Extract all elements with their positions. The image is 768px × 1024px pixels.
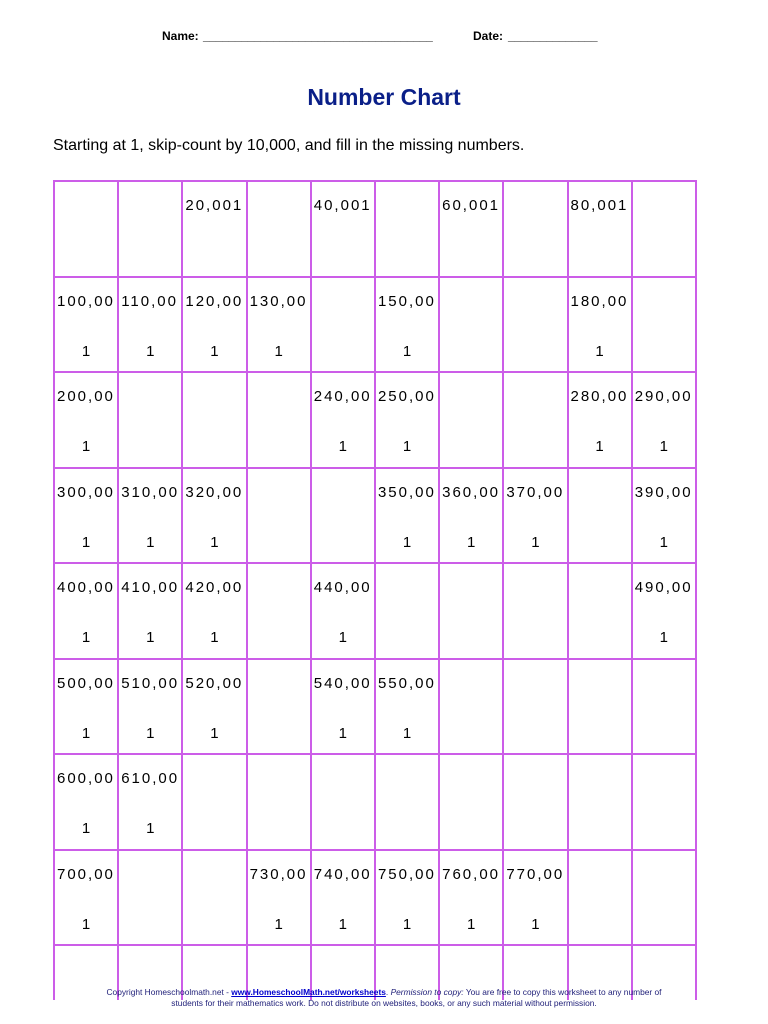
cell-number-line2: 1 (338, 724, 348, 742)
grid-cell (439, 850, 503, 946)
date-label: Date: (473, 29, 504, 43)
grid-cell (632, 659, 696, 755)
cell-number-line2: 1 (659, 438, 668, 455)
grid-cell (375, 563, 439, 659)
grid-cell (118, 372, 182, 468)
grid-cell (632, 468, 696, 564)
cell-number-line2: 1 (81, 915, 91, 933)
cell-number-line1: 500,00 (57, 674, 115, 692)
grid-cell (311, 468, 375, 564)
cell-number-line1: 100,00 (57, 292, 115, 310)
grid-cell (375, 754, 439, 850)
grid-cell (503, 754, 567, 850)
cell-number-line1: 80,001 (570, 197, 629, 214)
cell-number-line2: 1 (338, 438, 348, 455)
name-blank-line: ____________________________________ (203, 29, 433, 43)
grid-cell (247, 468, 311, 564)
cell-number-line1: 410,00 (121, 579, 180, 596)
cell-number-line2: 1 (146, 629, 155, 646)
grid-cell (503, 468, 567, 564)
grid-cell (182, 372, 246, 468)
footer-link[interactable]: www.HomeschoolMath.net/worksheets (231, 987, 386, 997)
footer-permission-label: Permission to copy: (390, 987, 464, 997)
grid-cell (375, 468, 439, 564)
grid-cell (182, 563, 246, 659)
cell-number-line2: 1 (338, 915, 348, 933)
cell-number-line2: 1 (595, 342, 604, 360)
page-title: Number Chart (307, 84, 461, 110)
grid-row (54, 181, 696, 277)
date-blank-line: ______________ (508, 29, 598, 43)
grid-cell (568, 468, 632, 564)
cell-number-line1: 300,00 (57, 483, 115, 501)
cell-number-line2: 1 (467, 533, 476, 551)
grid-row (54, 754, 696, 850)
grid-cell (568, 181, 632, 277)
cell-number-line1: 520,00 (185, 674, 244, 692)
cell-number-line2: 1 (595, 438, 604, 455)
grid-cell (54, 277, 118, 373)
cell-number-line2: 1 (467, 915, 476, 933)
grid-cell (54, 372, 118, 468)
cell-number-line1: 400,00 (57, 579, 115, 596)
cell-number-line1: 490,00 (634, 579, 693, 596)
cell-number-line1: 700,00 (57, 865, 115, 883)
footer (100, 987, 668, 1009)
cell-number-line2: 1 (210, 724, 219, 742)
cell-number-line1: 320,00 (185, 483, 244, 501)
cell-number-line2: 1 (338, 629, 348, 646)
cell-number-line2: 1 (210, 533, 219, 551)
cell-number-line2: 1 (81, 533, 91, 551)
grid-cell (568, 277, 632, 373)
grid-cell (568, 563, 632, 659)
grid-cell (118, 181, 182, 277)
cell-number-line1: 250,00 (377, 388, 436, 405)
grid-cell (375, 181, 439, 277)
grid-cell (503, 372, 567, 468)
grid-cell (503, 277, 567, 373)
grid-cell (439, 181, 503, 277)
cell-number-line1: 440,00 (313, 579, 372, 596)
footer-copyright: Copyright Homeschoolmath.net - (106, 987, 232, 997)
grid-cell (247, 850, 311, 946)
header-line (0, 29, 768, 49)
cell-number-line1: 200,00 (57, 388, 115, 405)
cell-number-line1: 540,00 (313, 674, 372, 692)
cell-number-line2: 1 (402, 533, 412, 551)
grid-cell (118, 659, 182, 755)
grid-cell (375, 372, 439, 468)
cell-number-line1: 120,00 (185, 292, 244, 310)
cell-number-line1: 310,00 (121, 483, 180, 501)
grid-cell (182, 277, 246, 373)
grid-cell (118, 754, 182, 850)
cell-number-line2: 1 (81, 342, 91, 360)
grid-cell (182, 181, 246, 277)
cell-number-line2: 1 (146, 724, 155, 742)
grid-cell (118, 850, 182, 946)
grid-cell (54, 468, 118, 564)
grid-cell (632, 181, 696, 277)
cell-number-line2: 1 (146, 533, 155, 551)
grid-row (54, 659, 696, 755)
grid-cell (375, 659, 439, 755)
grid-cell (54, 181, 118, 277)
grid-cell (247, 659, 311, 755)
grid-cell (568, 754, 632, 850)
cell-number-line1: 150,00 (377, 292, 436, 310)
instructions: Starting at 1, skip-count by 10,000, and fill in the missing numbers. (53, 137, 525, 154)
grid-cell (311, 277, 375, 373)
cell-number-line1: 290,00 (634, 388, 693, 405)
grid-cell (503, 563, 567, 659)
grid-cell (182, 754, 246, 850)
cell-number-line1: 280,00 (570, 388, 629, 405)
cell-number-line2: 1 (402, 438, 412, 455)
grid-cell (632, 850, 696, 946)
grid-cell (503, 850, 567, 946)
cell-number-line1: 130,00 (249, 292, 308, 310)
grid-cell (247, 563, 311, 659)
grid-cell (632, 754, 696, 850)
grid-cell (182, 468, 246, 564)
grid-cell (439, 659, 503, 755)
cell-number-line2: 1 (81, 820, 91, 837)
grid-cell (311, 372, 375, 468)
cell-number-line2: 1 (402, 342, 412, 360)
grid-cell (568, 850, 632, 946)
grid-cell (54, 850, 118, 946)
grid-cell (503, 659, 567, 755)
grid-cell (632, 563, 696, 659)
grid-cell (375, 850, 439, 946)
grid-cell (247, 277, 311, 373)
cell-number-line2: 1 (81, 629, 91, 646)
number-chart (53, 180, 715, 1000)
footer-dot: . (385, 987, 391, 997)
grid-cell (375, 277, 439, 373)
cell-number-line1: 40,001 (313, 197, 372, 214)
cell-number-line2: 1 (531, 533, 540, 551)
footer-permission-text: You are free to copy this worksheet to any number of students for their mathematics work. Do not distribute on websites, books, or any such material without permission. (171, 987, 662, 1008)
cell-number-line2: 1 (402, 915, 412, 933)
cell-number-line1: 750,00 (377, 865, 436, 883)
cell-number-line2: 1 (274, 342, 283, 360)
cell-number-line1: 600,00 (57, 770, 115, 787)
name-label: Name: (162, 29, 199, 43)
grid-row (54, 468, 696, 564)
cell-number-line1: 510,00 (121, 674, 180, 692)
grid-cell (118, 468, 182, 564)
cell-number-line2: 1 (531, 915, 540, 933)
cell-number-line1: 180,00 (570, 292, 629, 310)
cell-number-line1: 350,00 (377, 483, 436, 501)
cell-number-line1: 60,001 (442, 197, 501, 214)
cell-number-line2: 1 (274, 915, 283, 933)
cell-number-line1: 610,00 (121, 770, 180, 787)
cell-number-line1: 240,00 (313, 388, 372, 405)
cell-number-line2: 1 (210, 629, 219, 646)
grid-cell (439, 563, 503, 659)
cell-number-line1: 550,00 (377, 674, 436, 692)
grid-cell (311, 754, 375, 850)
grid-cell (632, 372, 696, 468)
grid-cell (311, 659, 375, 755)
grid-cell (568, 372, 632, 468)
grid-row (54, 563, 696, 659)
cell-number-line2: 1 (659, 533, 668, 551)
grid-cell (439, 372, 503, 468)
grid-cell (439, 754, 503, 850)
grid-cell (118, 563, 182, 659)
cell-number-line1: 110,00 (121, 292, 178, 310)
cell-number-line2: 1 (210, 342, 219, 360)
grid-cell (182, 659, 246, 755)
grid-cell (247, 372, 311, 468)
grid-cell (54, 563, 118, 659)
cell-number-line2: 1 (146, 820, 155, 837)
cell-number-line2: 1 (402, 724, 412, 742)
cell-number-line1: 370,00 (506, 483, 565, 501)
cell-number-line2: 1 (81, 438, 91, 455)
cell-number-line1: 760,00 (442, 865, 501, 883)
cell-number-line1: 360,00 (442, 483, 501, 501)
cell-number-line1: 420,00 (185, 579, 244, 596)
grid-cell (503, 181, 567, 277)
grid-cell (54, 659, 118, 755)
cell-number-line2: 1 (659, 629, 668, 646)
cell-number-line1: 20,001 (185, 197, 244, 214)
grid-cell (118, 277, 182, 373)
grid-cell (632, 277, 696, 373)
grid-cell (439, 468, 503, 564)
grid-cell (311, 850, 375, 946)
cell-number-line2: 1 (146, 342, 155, 360)
cell-number-line1: 740,00 (313, 865, 372, 883)
cell-number-line1: 730,00 (249, 865, 308, 883)
grid-cell (568, 659, 632, 755)
grid-cell (182, 850, 246, 946)
grid-row (54, 850, 696, 946)
grid-row (54, 372, 696, 468)
grid-cell (439, 277, 503, 373)
grid-cell (311, 563, 375, 659)
grid-cell (247, 181, 311, 277)
cell-number-line2: 1 (81, 724, 91, 742)
grid-row (54, 277, 696, 373)
grid-cell (247, 754, 311, 850)
cell-number-line1: 390,00 (634, 483, 693, 501)
grid-cell (311, 181, 375, 277)
grid-cell (54, 754, 118, 850)
number-grid (53, 180, 697, 1000)
cell-number-line1: 770,00 (506, 865, 565, 883)
